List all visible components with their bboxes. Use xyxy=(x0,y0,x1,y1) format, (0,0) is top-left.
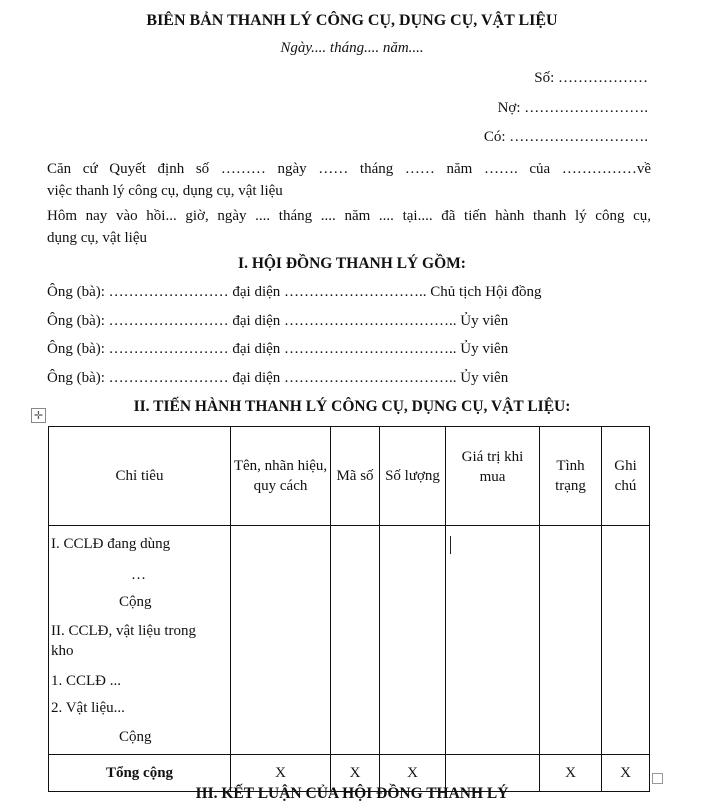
council-member-2[interactable]: Ông (bà): …………………… đại diện …………………………….. Ủy viên xyxy=(47,313,509,329)
header-ten-nhan-hieu[interactable]: Tên, nhãn hiệu, quy cách xyxy=(231,427,331,526)
table-resize-handle-icon[interactable] xyxy=(652,773,663,784)
table-header-row xyxy=(49,427,650,526)
total-tinh-trang[interactable]: X xyxy=(540,755,602,792)
body-ghi-chu-cell[interactable] xyxy=(602,526,650,755)
council-member-1[interactable]: Ông (bà): …………………… đại diện ……………………….. Chủ tịch Hội đồng xyxy=(47,284,542,300)
item-cclđ-1: 1. CCLĐ ... xyxy=(51,673,122,689)
total-ten[interactable]: X xyxy=(231,755,331,792)
body-gia-tri-cell[interactable] xyxy=(446,526,540,755)
header-ghi-chu[interactable]: Ghi chú xyxy=(602,427,650,526)
header-ma-so[interactable]: Mã số xyxy=(331,427,380,526)
body-tinh-trang-cell[interactable] xyxy=(540,526,602,755)
body-ten-cell[interactable] xyxy=(231,526,331,755)
co-field[interactable]: Có: ………………………. xyxy=(483,129,648,145)
document-title: BIÊN BẢN THANH LÝ CÔNG CỤ, DỤNG CỤ, VẬT LIỆU xyxy=(146,12,558,29)
body-ma-so-cell[interactable] xyxy=(331,526,380,755)
header-tinh-trang[interactable]: Tình trạng xyxy=(540,427,602,526)
item-vat-lieu-2: 2. Vật liệu... xyxy=(51,700,125,716)
council-member-3[interactable]: Ông (bà): …………………… đại diện …………………………….. Ủy viên xyxy=(47,341,509,357)
date-line: Ngày.... tháng.... năm.... xyxy=(280,40,424,56)
hom-nay-paragraph[interactable] xyxy=(47,205,651,249)
council-member-4[interactable]: Ông (bà): …………………… đại diện …………………………….. Ủy viên xyxy=(47,370,509,386)
total-ghi-chu[interactable]: X xyxy=(602,755,650,792)
header-chi-tieu[interactable]: Chỉ tiêu xyxy=(49,427,231,526)
section-2-heading: II. TIẾN HÀNH THANH LÝ CÔNG CỤ, DỤNG CỤ, VẬT LIỆU: xyxy=(133,398,571,415)
item-cong-2: Cộng xyxy=(119,729,152,745)
total-label[interactable]: Tổng cộng xyxy=(49,755,231,792)
text-cursor xyxy=(450,536,451,554)
can-cu-line-1: Căn cứ Quyết định số ……… ngày …… tháng …… năm ……. của ……………về xyxy=(47,161,651,177)
item-cong-1: Cộng xyxy=(119,594,152,610)
item-ellipsis: … xyxy=(131,567,146,583)
section-1-heading: I. HỘI ĐỒNG THANH LÝ GỒM: xyxy=(238,255,466,272)
liquidation-table xyxy=(48,426,650,792)
item-kho: kho xyxy=(51,643,74,659)
table-move-handle-icon[interactable]: ✛ xyxy=(31,408,46,423)
hom-nay-line-2: dụng cụ, vật liệu xyxy=(47,230,147,246)
total-so-luong[interactable]: X xyxy=(380,755,446,792)
so-field[interactable]: Số: ……………… xyxy=(534,70,648,86)
total-ma-so[interactable]: X xyxy=(331,755,380,792)
item-cclđ-dang-dung: I. CCLĐ đang dùng xyxy=(51,536,171,552)
header-gia-tri[interactable]: Giá trị khi mua xyxy=(446,427,540,526)
can-cu-paragraph[interactable] xyxy=(47,158,651,202)
table-body-row xyxy=(49,526,650,755)
header-so-luong[interactable]: Số lượng xyxy=(380,427,446,526)
can-cu-line-2: việc thanh lý công cụ, dụng cụ, vật liệu xyxy=(47,183,283,199)
hom-nay-line-1: Hôm nay vào hồi... giờ, ngày .... tháng .... năm .... tại.... đã tiến hành thanh lý công cụ, xyxy=(47,208,651,224)
body-so-luong-cell[interactable] xyxy=(380,526,446,755)
item-cclđ-vat-lieu: II. CCLĐ, vật liệu trong xyxy=(51,623,196,639)
section-3-heading: III. KẾT LUẬN CỦA HỘI ĐỒNG THANH LÝ xyxy=(195,785,509,802)
no-field[interactable]: Nợ: ……………………. xyxy=(497,100,648,116)
body-chi-tieu-cell[interactable] xyxy=(49,526,231,755)
